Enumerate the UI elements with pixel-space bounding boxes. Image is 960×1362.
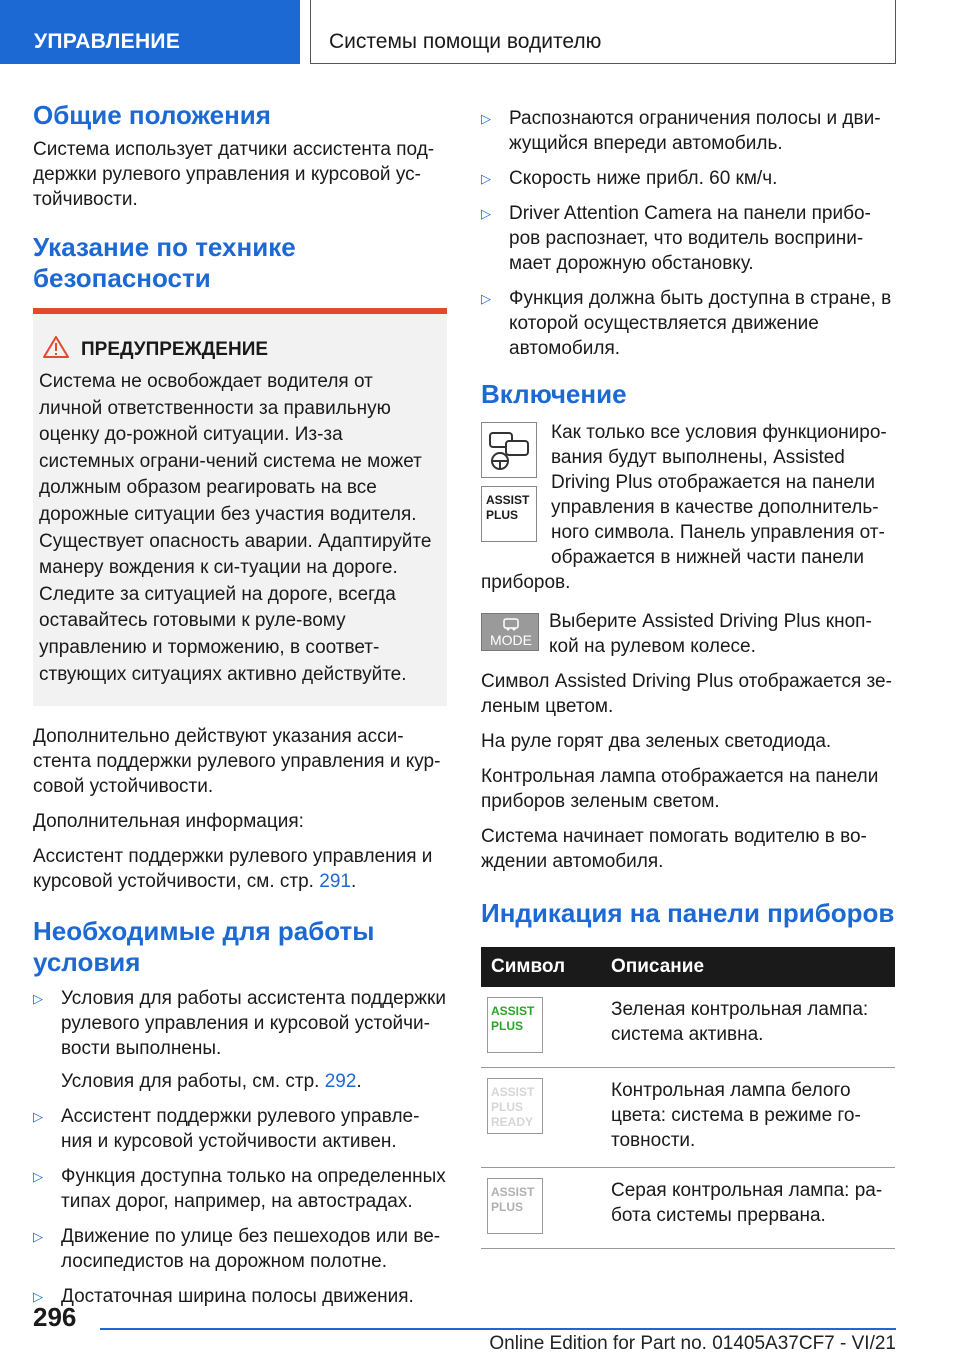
list-item [33, 1164, 447, 1214]
enable-block [481, 420, 895, 595]
footer-divider [100, 1328, 896, 1330]
bullet-text: Распознаются ограничения полосы и дви-жущийся впереди автомобиль. [509, 108, 881, 154]
conditions-list-left [33, 986, 447, 1309]
info-ref-text: Ассистент поддержки рулевого управления и курсовой устойчивости, см. стр. [33, 846, 433, 893]
bullet-text: Driver Attention Camera на панели прибо-ров распознает, что водитель восприни-мает дорожную обстановку. [509, 203, 871, 274]
heading-safety: Указание по технике безопасности [33, 232, 296, 293]
info-ref-end: . [350, 871, 357, 893]
heading-general: Общие положения [33, 100, 271, 130]
assist-plus-ready-icon: ASSIST PLUS READY [487, 1078, 543, 1134]
assist-badge-line1: ASSIST [486, 493, 530, 507]
warning-header [43, 336, 439, 363]
right-column [481, 100, 895, 1249]
bullet-extra-end: . [356, 1071, 362, 1093]
bullet-triangle-icon: ▷ [33, 1109, 43, 1125]
list-item [481, 166, 895, 191]
heading-enable: Включение [481, 379, 627, 409]
indication-table [481, 947, 895, 1249]
bullet-triangle-icon: ▷ [33, 1169, 43, 1185]
mode-label: MODE [490, 632, 532, 648]
info-page-link[interactable]: 291 [319, 871, 351, 893]
conditions-list-right [481, 106, 895, 361]
warning-title: ПРЕДУПРЕЖДЕНИЕ [81, 338, 269, 360]
warning-triangle-icon [43, 336, 69, 363]
paragraph-info-label: Дополнительная информация: [33, 811, 304, 833]
row-desc: Серая контрольная лампа: ра-бота системы прервана. [611, 1168, 895, 1249]
list-item [33, 1284, 447, 1309]
col-symbol-header: Символ [481, 947, 611, 987]
assist-plus-green-icon: ASSIST PLUS [487, 997, 543, 1053]
list-item [481, 201, 895, 276]
heading-conditions: Необходимые для работы условия [33, 916, 375, 978]
table-header-row [481, 947, 895, 987]
col-desc-header: Описание [611, 947, 895, 987]
paragraph-helps: Система начинает помогать водителю в во-ждении автомобиля. [481, 826, 867, 872]
paragraph-general: Система использует датчики ассистента под-держки рулевого управления и курсовой ус-тойчивости. [33, 139, 435, 210]
list-item [33, 1104, 447, 1154]
conditions-page-link[interactable]: 292 [324, 1071, 357, 1093]
list-item [33, 1224, 447, 1274]
paragraph-additional: Дополнительно действуют указания асси-стента поддержки рулевого управления и кур-совой устойчивости. [33, 726, 441, 798]
bullet-text: Ассистент поддержки рулевого управле-ния и курсовой устойчивости активен. [61, 1106, 420, 1153]
page-header [0, 0, 960, 64]
bullet-text: Условия для работы ассистента поддержки рулевого управления и курсовой устойчи-вости выполнены. [61, 988, 446, 1060]
list-item [481, 286, 895, 361]
paragraph-enable: Как только все условия функциониро-вания будут выполнены, Assisted Driving Plus отображается на панели управления в качестве дополнитель-ного символа. Панель управления от-ображается в нижней части панели приборов. [481, 422, 887, 593]
bullet-triangle-icon: ▷ [481, 171, 491, 186]
bullet-extra-text: Условия для работы, см. стр. [61, 1071, 320, 1093]
bullet-triangle-icon: ▷ [481, 111, 491, 126]
bullet-triangle-icon: ▷ [33, 991, 43, 1007]
assist-badge-line2: PLUS [486, 508, 519, 522]
edition-note: Online Edition for Part no. 01405A37CF7 - VI/21 [489, 1333, 896, 1354]
bullet-text: Функция должна быть доступна в стране, в которой осуществляется движение автомобиля. [509, 288, 892, 359]
bullet-triangle-icon: ▷ [481, 206, 491, 221]
bullet-text: Движение по улице без пешеходов или ве-лосипедистов на дорожном полотне. [61, 1226, 441, 1273]
assist-plus-icon [481, 486, 537, 542]
enable-icons [481, 422, 547, 542]
table-row [481, 1168, 895, 1249]
paragraph-green: Символ Assisted Driving Plus отображается зе-леным цветом. [481, 671, 892, 717]
section-title: УПРАВЛЕНИЕ [0, 0, 300, 64]
bullet-text: Функция доступна только на определенных типах дорог, например, на автострадах. [61, 1166, 446, 1213]
table-row [481, 987, 895, 1068]
mode-button-icon [481, 613, 539, 651]
page-number: 296 [33, 1302, 77, 1332]
bullet-text: Скорость ниже прибл. 60 км/ч. [509, 168, 778, 189]
assist-plus-grey-icon: ASSIST PLUS [487, 1178, 543, 1234]
row-desc: Контрольная лампа белого цвета: система в режиме го-товности. [611, 1068, 895, 1168]
select-block [481, 609, 895, 659]
paragraph-leds: На руле горят два зеленых светодиода. [481, 731, 832, 752]
list-item [481, 106, 895, 156]
heading-indication: Индикация на панели приборов [481, 898, 895, 928]
chapter-title: Системы помощи водителю [310, 0, 896, 64]
bullet-text: Достаточная ширина полосы движения. [61, 1286, 414, 1308]
bullet-triangle-icon: ▷ [33, 1229, 43, 1245]
paragraph-lamp: Контрольная лампа отображается на панели приборов зеленым светом. [481, 766, 879, 812]
car-steering-icon [481, 422, 537, 478]
left-column [33, 100, 447, 1323]
warning-box [33, 308, 447, 706]
warning-body: Система не освобождает водителя от личной ответственности за правильную оценку до-рожной ситуации. Из-за системных ограни-чений система не может должным образом реагировать на все дорожные ситуации без участия водителя. Существует опасность аварии. Адаптируйте манеру вождения к си-туации на дороге. Следите за ситуацией на дороге, всегда оставайтесь готовыми к руле-вому управлению и торможению, в соответ-ствующих ситуациях активно действуйте. [39, 371, 432, 685]
paragraph-select: Выберите Assisted Driving Plus кноп-кой на рулевом колесе. [549, 611, 872, 657]
bullet-extra [61, 1069, 447, 1094]
list-item [33, 986, 447, 1094]
bullet-triangle-icon: ▷ [33, 1289, 43, 1305]
paragraph-info-ref [33, 844, 447, 894]
table-row [481, 1068, 895, 1168]
row-desc: Зеленая контрольная лампа: система активна. [611, 987, 895, 1068]
bullet-triangle-icon: ▷ [481, 291, 491, 306]
